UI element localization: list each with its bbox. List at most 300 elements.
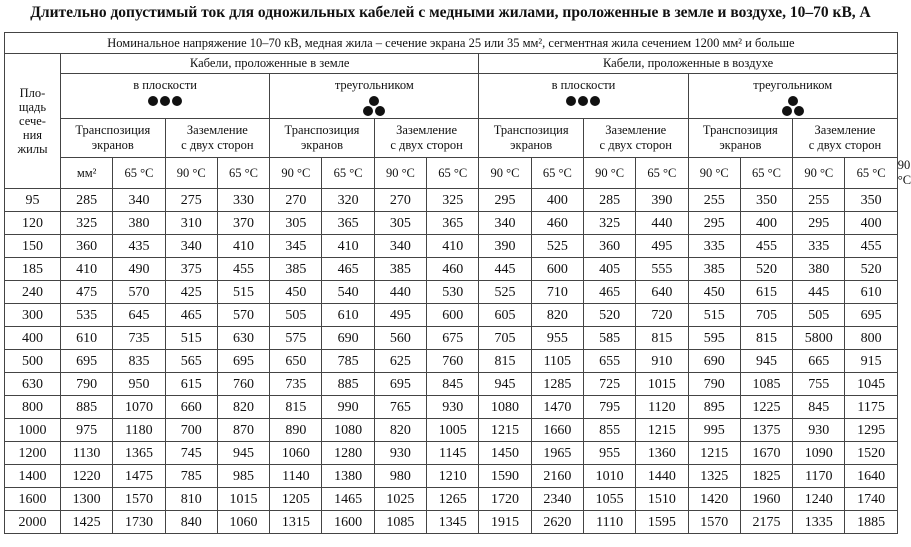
current-cell: 950 [113, 373, 165, 396]
area-cell: 120 [5, 212, 61, 235]
temperature-header: 65 °C [531, 158, 583, 189]
current-cell: 1105 [531, 350, 583, 373]
current-cell: 665 [793, 350, 845, 373]
current-cell: 1060 [270, 442, 322, 465]
current-cell: 255 [688, 189, 740, 212]
current-cell: 515 [217, 281, 269, 304]
current-cell: 365 [322, 212, 374, 235]
current-cell: 390 [636, 189, 688, 212]
current-cell: 1295 [845, 419, 897, 442]
current-cell: 790 [688, 373, 740, 396]
current-cell: 340 [165, 235, 217, 258]
current-cell: 1175 [845, 396, 897, 419]
current-cell: 1590 [479, 465, 531, 488]
current-cell: 625 [374, 350, 426, 373]
current-cell: 1475 [113, 465, 165, 488]
current-cell: 820 [531, 304, 583, 327]
current-cell: 610 [845, 281, 897, 304]
temperature-header: 65 °C [322, 158, 374, 189]
current-cell: 985 [217, 465, 269, 488]
table-row [5, 281, 898, 304]
current-cell: 525 [531, 235, 583, 258]
table-row [5, 442, 898, 465]
current-cell: 400 [740, 212, 792, 235]
current-cell: 1365 [113, 442, 165, 465]
mode-transposition: Транспозиция экранов [688, 119, 793, 158]
current-cell: 700 [165, 419, 217, 442]
current-cell: 1730 [113, 511, 165, 534]
current-cell: 690 [688, 350, 740, 373]
current-cell: 1085 [740, 373, 792, 396]
current-cell: 1110 [583, 511, 635, 534]
current-cell: 870 [217, 419, 269, 442]
current-cell: 390 [479, 235, 531, 258]
current-cell: 895 [688, 396, 740, 419]
current-cell: 1025 [374, 488, 426, 511]
table-row [5, 511, 898, 534]
current-cell: 435 [113, 235, 165, 258]
current-cell: 855 [583, 419, 635, 442]
current-cell: 405 [583, 258, 635, 281]
table-row [5, 488, 898, 511]
current-cell: 325 [427, 189, 479, 212]
current-cell: 615 [740, 281, 792, 304]
current-cell: 560 [374, 327, 426, 350]
current-cell: 1465 [322, 488, 374, 511]
current-cell: 335 [793, 235, 845, 258]
area-cell: 150 [5, 235, 61, 258]
current-cell: 1380 [322, 465, 374, 488]
category-ground: Кабели, проложенные в земле [61, 54, 479, 74]
table-row [5, 350, 898, 373]
current-cell: 1345 [427, 511, 479, 534]
current-cell: 465 [322, 258, 374, 281]
temperature-header: 65 °C [113, 158, 165, 189]
temperature-header: 65 °C [217, 158, 269, 189]
current-cell: 385 [270, 258, 322, 281]
current-cell: 445 [793, 281, 845, 304]
trefoil-cables-icon [780, 95, 806, 117]
temperature-header: 90 °C [270, 158, 322, 189]
current-cell: 1225 [740, 396, 792, 419]
current-cell: 930 [374, 442, 426, 465]
current-cell: 285 [61, 189, 113, 212]
layout-trefoil-ground: треугольником [270, 74, 479, 119]
current-cell: 1180 [113, 419, 165, 442]
current-cell: 1740 [845, 488, 897, 511]
mode-transposition: Транспозиция экранов [479, 119, 584, 158]
current-cell: 385 [374, 258, 426, 281]
current-cell: 760 [217, 373, 269, 396]
current-cell: 705 [740, 304, 792, 327]
current-cell: 1440 [636, 465, 688, 488]
current-cell: 1885 [845, 511, 897, 534]
current-cell: 640 [636, 281, 688, 304]
current-cell: 570 [113, 281, 165, 304]
current-cell: 1215 [636, 419, 688, 442]
current-cell: 1315 [270, 511, 322, 534]
current-cell: 695 [845, 304, 897, 327]
current-cell: 675 [427, 327, 479, 350]
current-cell: 340 [113, 189, 165, 212]
layout-trefoil-air: треугольником [688, 74, 897, 119]
current-cell: 520 [845, 258, 897, 281]
current-cell: 340 [479, 212, 531, 235]
temperature-header: 65 °C [740, 158, 792, 189]
current-cell: 1215 [688, 442, 740, 465]
current-cell: 450 [688, 281, 740, 304]
current-cell: 440 [636, 212, 688, 235]
current-cell: 295 [688, 212, 740, 235]
current-cell: 1215 [479, 419, 531, 442]
current-cell: 525 [479, 281, 531, 304]
current-cell: 1965 [531, 442, 583, 465]
current-cell: 365 [427, 212, 479, 235]
current-cell: 380 [113, 212, 165, 235]
current-cell: 1595 [636, 511, 688, 534]
current-cell: 1720 [479, 488, 531, 511]
current-cell: 360 [61, 235, 113, 258]
mode-grounding: Заземление с двух сторон [583, 119, 688, 158]
current-cell: 520 [740, 258, 792, 281]
current-cell: 1640 [845, 465, 897, 488]
unit-cell: мм² [61, 158, 113, 189]
table-title: Длительно допустимый ток для одножильных кабелей с медными жилами, проложенные в земле и воздухе, 10–70 кВ, А [30, 4, 871, 21]
trefoil-cables-icon [361, 95, 387, 117]
current-cell: 455 [217, 258, 269, 281]
current-cell: 1420 [688, 488, 740, 511]
area-cell: 400 [5, 327, 61, 350]
current-cell: 1570 [113, 488, 165, 511]
current-cell: 815 [270, 396, 322, 419]
current-cell: 1300 [61, 488, 113, 511]
current-cell: 460 [531, 212, 583, 235]
layout-flat-air: в плоскости [479, 74, 688, 119]
current-cell: 490 [113, 258, 165, 281]
area-cell: 185 [5, 258, 61, 281]
temperature-header: 90 °C [688, 158, 740, 189]
current-cell: 760 [427, 350, 479, 373]
current-cell: 515 [165, 327, 217, 350]
current-cell: 615 [165, 373, 217, 396]
current-cell: 885 [61, 396, 113, 419]
current-cell: 990 [322, 396, 374, 419]
area-cell: 800 [5, 396, 61, 419]
current-cell: 955 [531, 327, 583, 350]
current-cell: 890 [270, 419, 322, 442]
current-cell: 645 [113, 304, 165, 327]
current-cell: 410 [61, 258, 113, 281]
mode-grounding: Заземление с двух сторон [165, 119, 270, 158]
current-cell: 810 [165, 488, 217, 511]
current-cell: 330 [217, 189, 269, 212]
table-row [5, 465, 898, 488]
area-cell: 1600 [5, 488, 61, 511]
current-cell: 975 [61, 419, 113, 442]
current-cell: 1005 [427, 419, 479, 442]
current-cell: 1660 [531, 419, 583, 442]
current-cell: 945 [479, 373, 531, 396]
current-cell: 605 [479, 304, 531, 327]
current-cell: 455 [845, 235, 897, 258]
current-cell: 520 [583, 304, 635, 327]
area-cell: 2000 [5, 511, 61, 534]
current-cell: 795 [583, 396, 635, 419]
current-cell: 650 [270, 350, 322, 373]
current-cell: 1220 [61, 465, 113, 488]
current-cell: 755 [793, 373, 845, 396]
current-cell: 555 [636, 258, 688, 281]
current-cell: 440 [374, 281, 426, 304]
current-cell: 1375 [740, 419, 792, 442]
current-cell: 270 [374, 189, 426, 212]
flat-cables-icon [146, 95, 184, 107]
mode-grounding: Заземление с двух сторон [374, 119, 479, 158]
current-cell: 695 [217, 350, 269, 373]
current-cell: 350 [845, 189, 897, 212]
current-cell: 1600 [322, 511, 374, 534]
table-row [5, 327, 898, 350]
current-cell: 885 [322, 373, 374, 396]
current-cell: 1205 [270, 488, 322, 511]
current-cell: 1450 [479, 442, 531, 465]
current-cell: 690 [322, 327, 374, 350]
table-row [5, 235, 898, 258]
current-cell: 1210 [427, 465, 479, 488]
current-cell: 1070 [113, 396, 165, 419]
table-row [5, 189, 898, 212]
mode-transposition: Транспозиция экранов [61, 119, 166, 158]
current-cell: 1140 [270, 465, 322, 488]
temperature-header: 90 °C [374, 158, 426, 189]
current-cell: 1825 [740, 465, 792, 488]
current-cell: 285 [583, 189, 635, 212]
current-cell: 815 [740, 327, 792, 350]
current-cell: 630 [217, 327, 269, 350]
current-cell: 725 [583, 373, 635, 396]
current-cell: 930 [427, 396, 479, 419]
area-cell: 1200 [5, 442, 61, 465]
current-cell: 705 [479, 327, 531, 350]
current-cell: 1280 [322, 442, 374, 465]
current-cell: 450 [270, 281, 322, 304]
current-cell: 710 [531, 281, 583, 304]
current-cell: 310 [165, 212, 217, 235]
current-cell: 460 [427, 258, 479, 281]
current-cell: 495 [374, 304, 426, 327]
current-cell: 945 [740, 350, 792, 373]
current-cell: 1015 [636, 373, 688, 396]
current-cell: 350 [740, 189, 792, 212]
current-cell: 540 [322, 281, 374, 304]
current-cell: 660 [165, 396, 217, 419]
current-cell: 600 [427, 304, 479, 327]
current-cell: 610 [322, 304, 374, 327]
temperature-header: 65 °C [845, 158, 897, 189]
current-cell: 400 [845, 212, 897, 235]
current-cell: 465 [165, 304, 217, 327]
current-cell: 2340 [531, 488, 583, 511]
current-cell: 360 [583, 235, 635, 258]
current-cell: 565 [165, 350, 217, 373]
temperature-header: 65 °C [427, 158, 479, 189]
current-cell: 335 [688, 235, 740, 258]
current-cell: 2175 [740, 511, 792, 534]
current-cell: 930 [793, 419, 845, 442]
current-cell: 955 [583, 442, 635, 465]
flat-cables-icon [564, 95, 602, 107]
table-row [5, 212, 898, 235]
current-cell: 505 [270, 304, 322, 327]
category-air: Кабели, проложенные в воздухе [479, 54, 897, 74]
current-cell: 845 [427, 373, 479, 396]
table-row [5, 304, 898, 327]
current-cell: 465 [583, 281, 635, 304]
area-cell: 300 [5, 304, 61, 327]
current-cell: 320 [322, 189, 374, 212]
voltage-note: Номинальное напряжение 10–70 кВ, медная жила – сечение экрана 25 или 35 мм², сегментная жила сечением 1200 мм² и больше [5, 33, 898, 54]
current-cell: 535 [61, 304, 113, 327]
current-cell: 1120 [636, 396, 688, 419]
current-cell: 495 [636, 235, 688, 258]
current-cell: 275 [165, 189, 217, 212]
current-cell: 1325 [688, 465, 740, 488]
current-cell: 425 [165, 281, 217, 304]
current-cell: 1265 [427, 488, 479, 511]
current-cell: 1240 [793, 488, 845, 511]
layout-flat-ground: в плоскости [61, 74, 270, 119]
current-cell: 570 [217, 304, 269, 327]
current-cell: 1010 [583, 465, 635, 488]
current-cell: 785 [322, 350, 374, 373]
temperature-header: 90 °C [479, 158, 531, 189]
current-cell: 385 [688, 258, 740, 281]
current-cell: 785 [165, 465, 217, 488]
current-cell: 380 [793, 258, 845, 281]
current-cell: 1045 [845, 373, 897, 396]
temperature-header: 90 °C [793, 158, 845, 189]
current-cell: 820 [217, 396, 269, 419]
current-cell: 720 [636, 304, 688, 327]
current-cell: 1670 [740, 442, 792, 465]
current-cell: 595 [688, 327, 740, 350]
current-cell: 410 [427, 235, 479, 258]
temperature-header: 65 °C [636, 158, 688, 189]
current-cell: 1055 [583, 488, 635, 511]
table-row [5, 258, 898, 281]
current-cell: 980 [374, 465, 426, 488]
current-cell: 735 [270, 373, 322, 396]
current-cell: 695 [374, 373, 426, 396]
table-row [5, 419, 898, 442]
current-cell: 1085 [374, 511, 426, 534]
current-cell: 445 [479, 258, 531, 281]
current-cell: 1145 [427, 442, 479, 465]
current-cell: 840 [165, 511, 217, 534]
current-cell: 835 [113, 350, 165, 373]
current-cell: 1520 [845, 442, 897, 465]
area-cell: 240 [5, 281, 61, 304]
current-cell: 1570 [688, 511, 740, 534]
current-cell: 820 [374, 419, 426, 442]
current-cell: 530 [427, 281, 479, 304]
current-cell: 295 [793, 212, 845, 235]
current-cell: 295 [479, 189, 531, 212]
current-cell: 2160 [531, 465, 583, 488]
area-cell: 95 [5, 189, 61, 212]
current-cell: 945 [217, 442, 269, 465]
current-cell: 995 [688, 419, 740, 442]
current-cell: 655 [583, 350, 635, 373]
current-cell: 1960 [740, 488, 792, 511]
current-cell: 305 [374, 212, 426, 235]
mode-transposition: Транспозиция экранов [270, 119, 375, 158]
current-cell: 790 [61, 373, 113, 396]
current-cell: 1130 [61, 442, 113, 465]
temperature-header: 90 °C [165, 158, 217, 189]
current-cell: 815 [479, 350, 531, 373]
current-cell: 1080 [322, 419, 374, 442]
table-row [5, 373, 898, 396]
current-cell: 345 [270, 235, 322, 258]
current-cell: 1425 [61, 511, 113, 534]
current-cell: 375 [165, 258, 217, 281]
current-cell: 815 [636, 327, 688, 350]
current-cell: 600 [531, 258, 583, 281]
table-row [5, 396, 898, 419]
current-cell: 585 [583, 327, 635, 350]
current-cell: 800 [845, 327, 897, 350]
current-cell: 325 [583, 212, 635, 235]
current-cell: 915 [845, 350, 897, 373]
current-cell: 475 [61, 281, 113, 304]
area-cell: 500 [5, 350, 61, 373]
current-cell: 1510 [636, 488, 688, 511]
current-cell: 1470 [531, 396, 583, 419]
current-cell: 370 [217, 212, 269, 235]
current-cell: 845 [793, 396, 845, 419]
current-cell: 1060 [217, 511, 269, 534]
current-cell: 910 [636, 350, 688, 373]
current-cell: 305 [270, 212, 322, 235]
area-cell: 1000 [5, 419, 61, 442]
current-cell: 515 [688, 304, 740, 327]
current-cell: 1080 [479, 396, 531, 419]
area-column-header: Пло- щадь сече- ния жилы [5, 54, 61, 189]
current-cell: 505 [793, 304, 845, 327]
current-cell: 610 [61, 327, 113, 350]
mode-grounding: Заземление с двух сторон [793, 119, 898, 158]
current-cell: 340 [374, 235, 426, 258]
current-cell: 5800 [793, 327, 845, 350]
current-cell: 1090 [793, 442, 845, 465]
temperature-header: 90 °C [583, 158, 635, 189]
current-cell: 410 [217, 235, 269, 258]
area-cell: 630 [5, 373, 61, 396]
current-cell: 1170 [793, 465, 845, 488]
current-cell: 735 [113, 327, 165, 350]
area-cell: 1400 [5, 465, 61, 488]
current-cell: 410 [322, 235, 374, 258]
current-cell: 400 [531, 189, 583, 212]
current-cell: 745 [165, 442, 217, 465]
current-cell: 325 [61, 212, 113, 235]
current-cell: 1285 [531, 373, 583, 396]
current-cell: 575 [270, 327, 322, 350]
current-cell: 270 [270, 189, 322, 212]
current-cell: 255 [793, 189, 845, 212]
current-cell: 1335 [793, 511, 845, 534]
